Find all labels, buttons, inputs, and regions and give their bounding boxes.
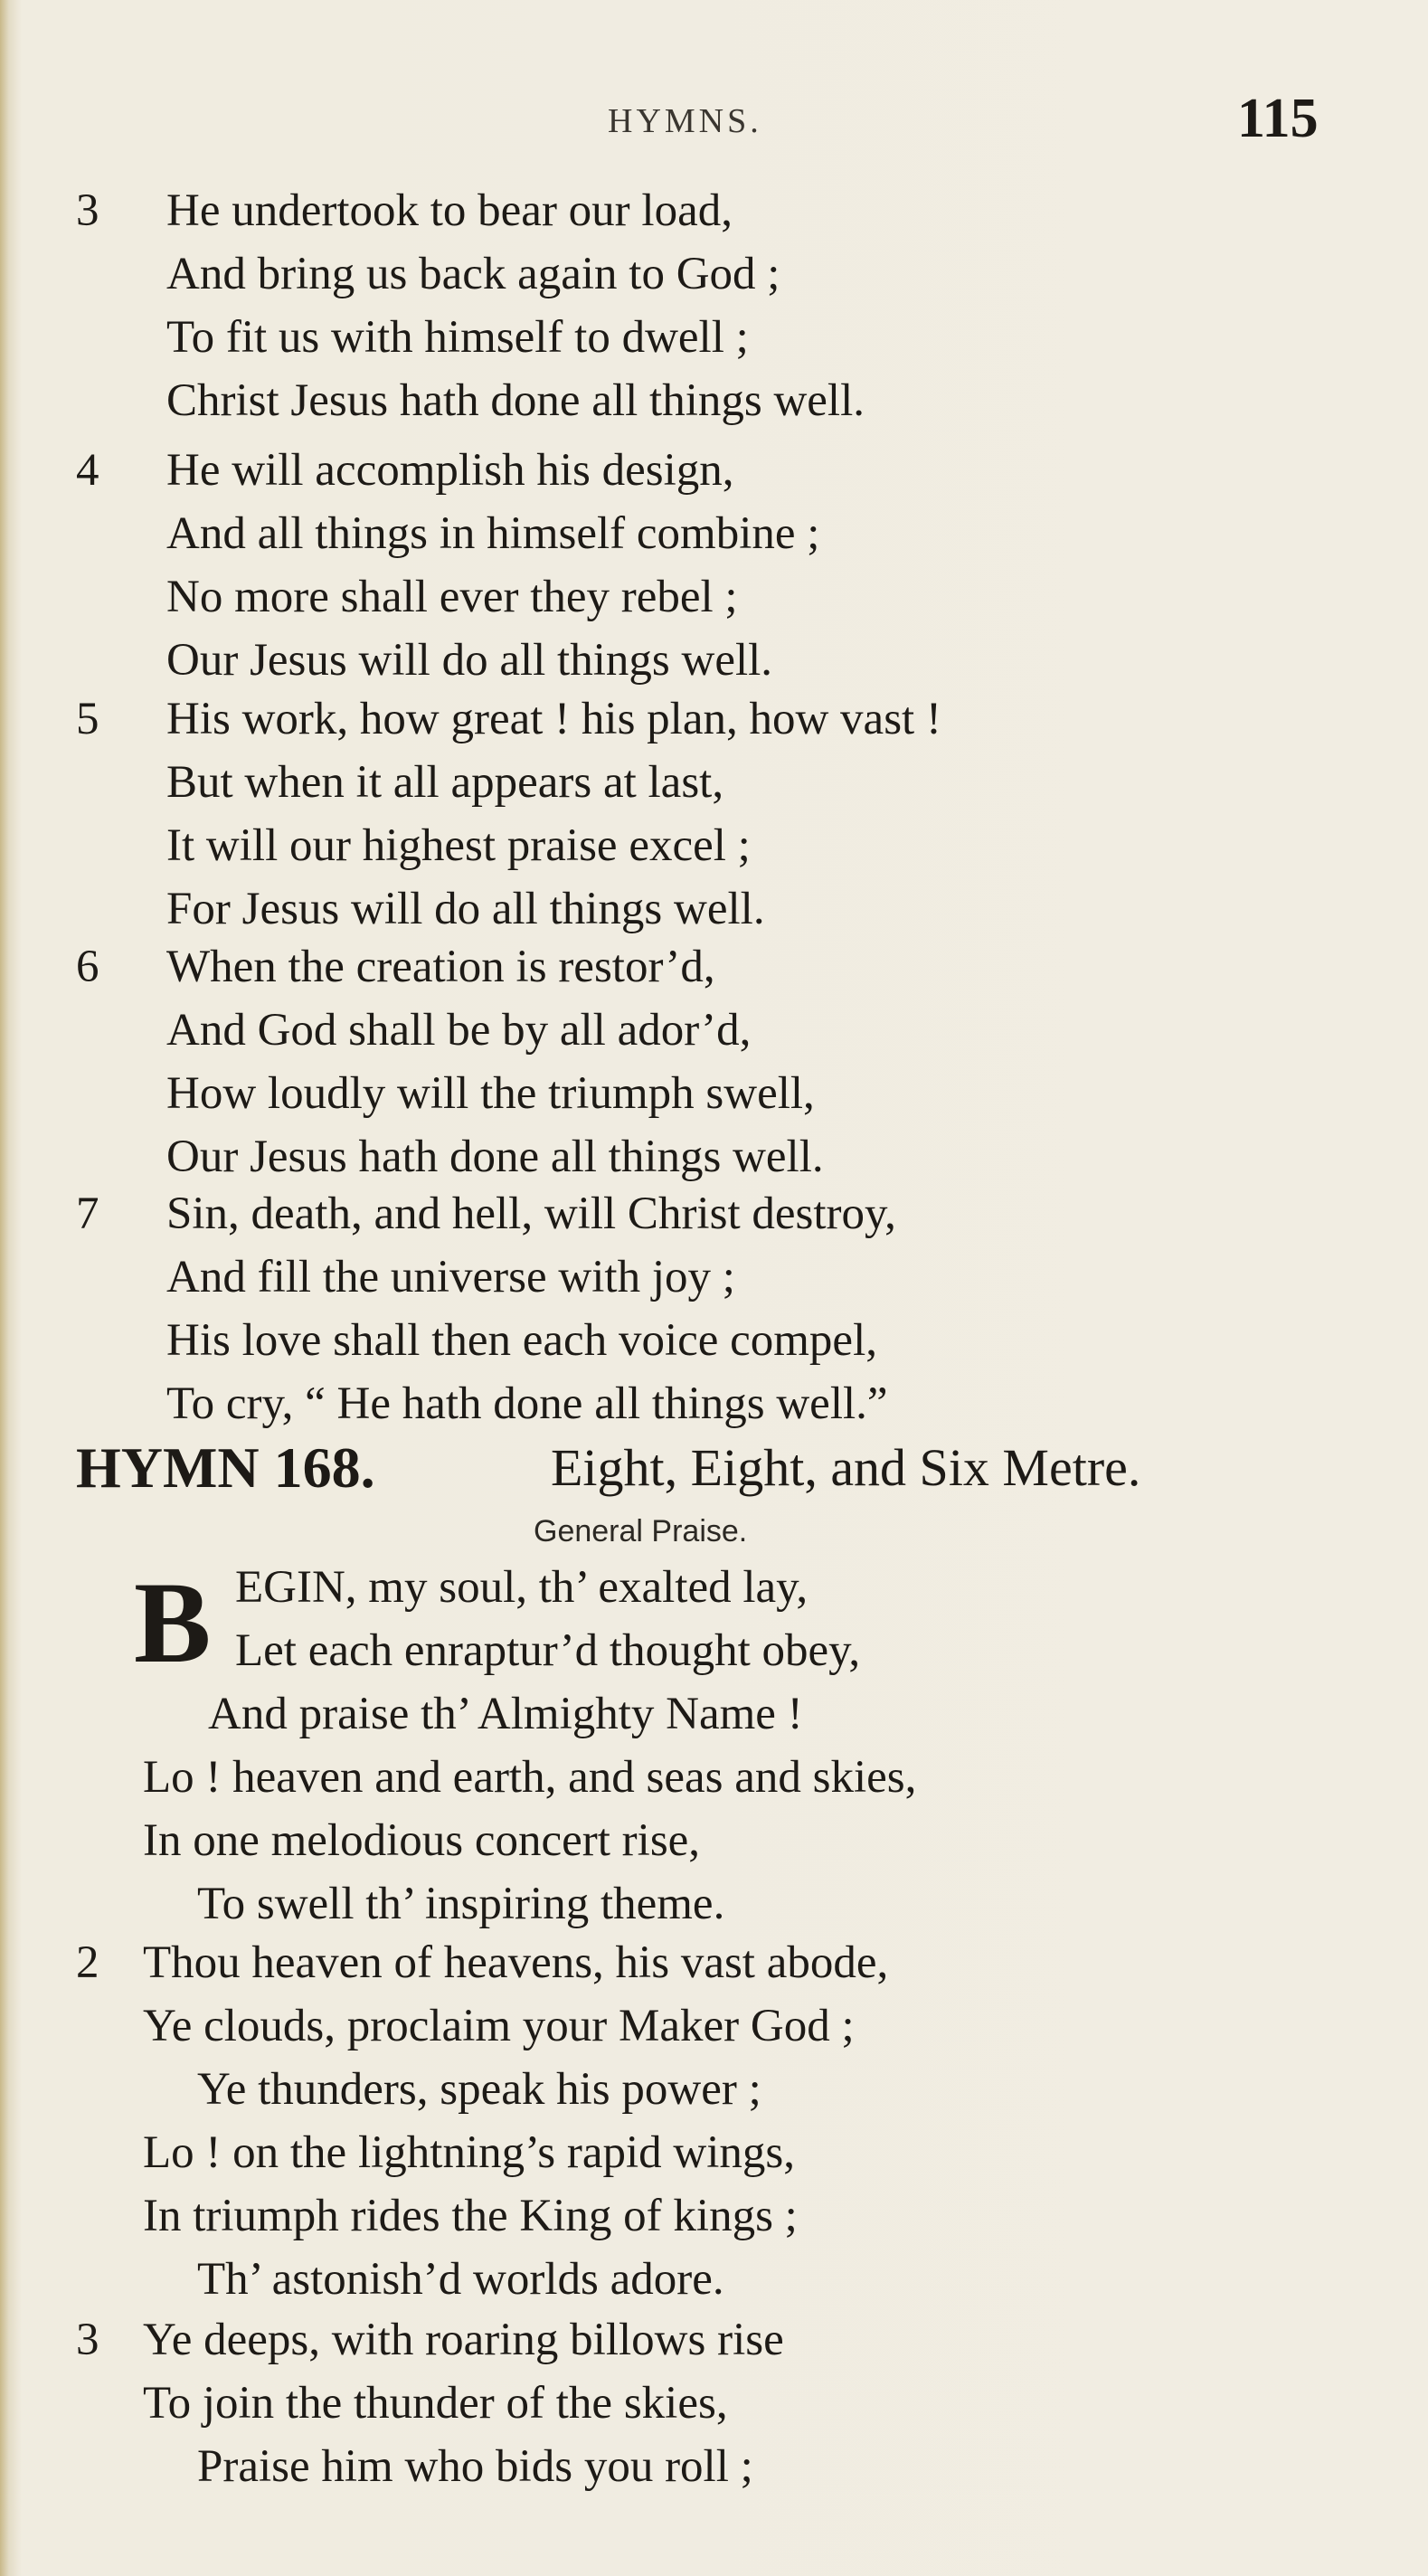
verse-line: Th’ astonish’d worlds adore. <box>197 2254 724 2305</box>
verse-6 <box>76 935 1360 1189</box>
verse-line: Christ Jesus hath done all things well. <box>166 375 865 426</box>
verse-line: Let each enraptur’d thought obey, <box>235 1625 861 1676</box>
verse-line: And bring us back again to God ; <box>166 249 780 299</box>
verse-line: To join the thunder of the skies, <box>143 2378 728 2429</box>
verse-line: His work, how great ! his plan, how vast ! <box>166 694 941 744</box>
verse-line: Thou heaven of heavens, his vast abode, <box>143 1937 889 1988</box>
verse-line: EGIN, my soul, th’ exalted lay, <box>235 1562 809 1613</box>
verse-line: When the creation is restor’d, <box>166 942 715 992</box>
verse-number: 7 <box>76 1189 99 1239</box>
verse-number: 5 <box>76 694 99 744</box>
verse-line: His love shall then each voice compel, <box>166 1315 877 1366</box>
verse-line: To fit us with himself to dwell ; <box>166 312 749 363</box>
verse-line: To swell th’ inspiring theme. <box>197 1879 725 1929</box>
verse-3 <box>76 179 1360 432</box>
verse-number: 6 <box>76 942 99 992</box>
verse-line: And all things in himself combine ; <box>166 508 820 559</box>
page-header <box>0 87 1428 150</box>
verse-line: No more shall ever they rebel ; <box>166 572 738 622</box>
verse-line: Sin, death, and hell, will Christ destroy, <box>166 1189 896 1239</box>
verse-line: Our Jesus will do all things well. <box>166 635 773 686</box>
verse-line: Praise him who bids you roll ; <box>197 2441 753 2492</box>
verse-line: In triumph rides the King of kings ; <box>143 2191 798 2241</box>
hymn-subtitle: General Praise. <box>534 1514 748 1548</box>
verse-line: And praise th’ Almighty Name ! <box>208 1689 803 1739</box>
verse-line: Our Jesus hath done all things well. <box>166 1132 824 1182</box>
verse-line: In one melodious concert rise, <box>143 1815 701 1866</box>
verse-line: For Jesus will do all things well. <box>166 884 765 934</box>
verse-line: He undertook to bear our load, <box>166 185 733 236</box>
verse-number: 3 <box>76 185 99 236</box>
page-number: 115 <box>1237 88 1319 149</box>
stanza-3 <box>76 2308 1360 2498</box>
verse-number: 2 <box>76 1937 99 1988</box>
verse-line: How loudly will the triumph swell, <box>166 1068 815 1119</box>
running-head: HYMNS. <box>608 102 762 140</box>
verse-4 <box>76 439 1360 692</box>
verse-line: To cry, “ He hath done all things well.” <box>166 1378 888 1429</box>
hymn-number: HYMN 168. <box>76 1435 375 1500</box>
verse-number: 3 <box>76 2315 99 2365</box>
verse-5 <box>76 687 1360 941</box>
verse-line: Lo ! heaven and earth, and seas and skies, <box>143 1752 917 1803</box>
stanza-1 <box>134 1556 1382 1936</box>
verse-line: It will our highest praise excel ; <box>166 820 751 871</box>
verse-line: Ye deeps, with roaring billows rise <box>143 2315 784 2365</box>
verse-7 <box>76 1182 1360 1435</box>
verse-line: Ye clouds, proclaim your Maker God ; <box>143 2001 855 2051</box>
verse-line: And fill the universe with joy ; <box>166 1252 735 1302</box>
verse-line: Lo ! on the lightning’s rapid wings, <box>143 2127 796 2178</box>
verse-number: 4 <box>76 445 99 496</box>
verse-line: Ye thunders, speak his power ; <box>197 2064 761 2115</box>
hymn-metre: Eight, Eight, and Six Metre. <box>551 1438 1141 1497</box>
verse-line: He will accomplish his design, <box>166 445 734 496</box>
verse-line: But when it all appears at last, <box>166 757 724 808</box>
drop-cap: B <box>134 1558 212 1687</box>
verse-line: And God shall be by all ador’d, <box>166 1005 752 1056</box>
stanza-2 <box>76 1931 1360 2311</box>
hymn-heading <box>76 1432 1360 1504</box>
